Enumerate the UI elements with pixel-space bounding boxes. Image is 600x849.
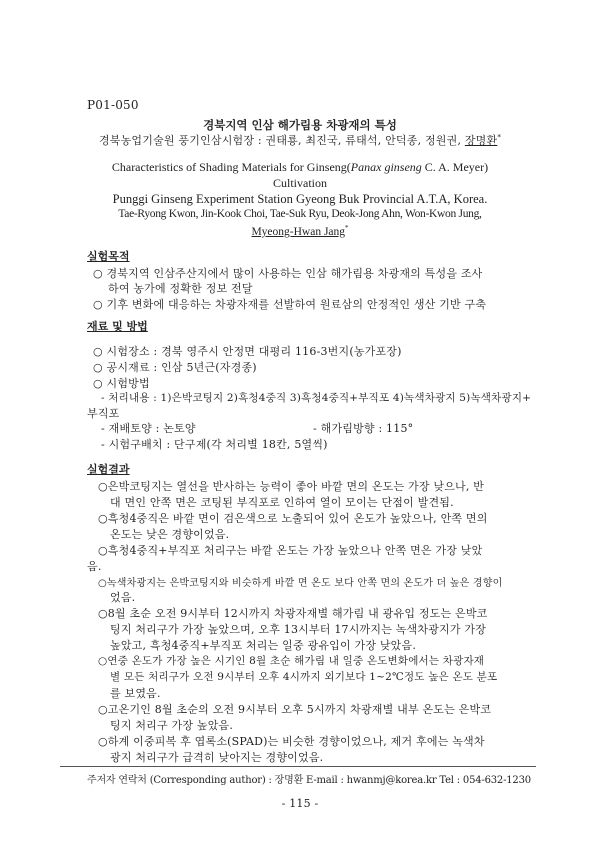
methods-soil: - 재배토양 : 논토양 [101,422,196,435]
corresponding-mark-en: * [345,224,349,232]
purpose-line-1: ○ 경북지역 인삼주산지에서 많이 사용하는 인삼 해가림용 차광재의 특성을 조사 [93,267,483,280]
results-line: ○하계 이중피복 후 엽록소(SPAD)는 비슷한 경향이었으나, 제거 후에는 녹색차 [98,735,485,748]
footer-divider [60,766,536,767]
title-korean: 경북지역 인삼 해가림용 차광재의 특성 [203,118,397,132]
section-heading-purpose: 실험목적 [87,250,130,263]
title-english-line2: Cultivation [273,176,327,190]
corresponding-author-english: Myeong-Hwan Jang [251,225,346,238]
results-line: 대 면인 안쪽 면은 코팅된 부직포로 인하여 열이 모이는 단점이 발견됨. [110,496,454,509]
affiliation-korean [0,132,600,148]
purpose-line-3: ○ 기후 변화에 대응하는 차광자재를 선발하여 원료삼의 안정적인 생산 기반 구축 [93,298,487,311]
page-number: - 115 - [281,797,319,810]
footer-contact: 주저자 연락처 (Corresponding author) : 장명환 E-mail : hwanmj@korea.kr Tel : 054-632-1230 [87,775,531,786]
title-english-1a: Characteristics of Shading Materials for Ginseng( [111,160,351,174]
results-line: ○은박코팅지는 열선을 반사하는 능력이 좋아 바깥 면의 온도는 가장 낮으나, 반 [98,480,485,493]
results-line: ○연중 온도가 가장 높은 시기인 8월 초순 해가림 내 일중 온도변화에서는 차광자재 [98,655,485,667]
results-line: 를 보였음. [110,687,161,700]
results-line: ○8월 초순 오전 9시부터 12시까지 차광자재별 해가림 내 광유입 정도는 은박코 [98,607,488,620]
methods-line-2: ○ 공시재료 : 인삼 5년근(자경종) [93,361,257,374]
results-line: ○흑청4중직+부직포 처리구는 바깥 온도는 가장 높았으나 안쪽 면은 가장 낮았 [98,544,483,557]
results-line: 온도는 낮은 경향이었음. [110,528,230,541]
affiliation-korean-text: 경북농업기술원 풍기인삼시험장 : 권태룡, 최진국, 류태석, 안덕종, 정원권, [98,134,465,147]
results-line: 광지 처리구가 급격히 낮아지는 경향이었음. [110,751,324,764]
results-line: 었음. [110,591,136,604]
results-line: 팅지 처리구가 가장 높았으며, 오후 13시부터 17시까지는 녹색차광지가 가장 [110,623,487,636]
results-line: 높았고, 흑청4중직+부직포 처리는 일중 광유입이 가장 낮았음. [110,639,417,652]
authors-english: Tae-Ryong Kwon, Jin-Kook Choi, Tae-Suk Ryu, Deok-Jong Ahn, Won-Kwon Jung, [118,208,482,220]
methods-design: - 시험구배치 : 단구제(각 처리별 18칸, 5열씩) [101,438,328,451]
results-line: ○흑청4중직은 바깥 면이 검은색으로 노출되어 있어 온도가 높았으나, 안쪽 면의 [98,512,488,525]
methods-line-3: ○ 시험방법 [93,377,150,390]
title-english-species: Panax ginseng [350,160,422,174]
methods-line-1: ○ 시험장소 : 경북 영주시 안정면 대평리 116-3번지(농가포장) [93,345,402,358]
section-heading-results: 실험결과 [87,463,130,476]
title-english-line1 [0,160,600,175]
methods-line-4: - 처리내용 : 1)은박코팅지 2)흑청4중직 3)흑청4중직+부직포 4)녹색차광지 5)녹색차광지+ [101,392,532,404]
corresponding-author-korean: 장명환 [464,134,498,147]
corresponding-english-line [0,224,600,238]
results-line: ○녹색차광지는 은박코팅지와 비슷하게 바깥 면 온도 보다 안쪽 면의 온도가 더 높은 경향이 [98,578,503,589]
title-english-1b: C. A. Meyer) [421,160,489,174]
corresponding-mark: * [497,133,502,142]
results-line: 별 모든 처리구가 오전 9시부터 오후 4시까지 외기보다 1~2℃정도 높은 온도 분포 [110,671,498,683]
methods-line-5: 부직포 [87,407,120,420]
results-line: 팅지 처리구 가장 높았음. [110,719,234,732]
section-heading-methods: 재료 및 방법 [87,320,148,333]
results-line: ○고온기인 8월 초순의 오전 9시부터 오후 5시까지 차광재별 내부 온도는 은박코 [98,703,492,716]
paper-id: P01-050 [87,98,139,112]
affiliation-english: Punggi Ginseng Experiment Station Gyeong Buk Provincial A.T.A, Korea. [112,192,488,206]
purpose-line-2: 하여 농가에 정확한 정보 전달 [108,282,253,295]
results-line: 음. [87,560,102,573]
methods-direction: - 해가림방향 : 115° [313,422,414,435]
